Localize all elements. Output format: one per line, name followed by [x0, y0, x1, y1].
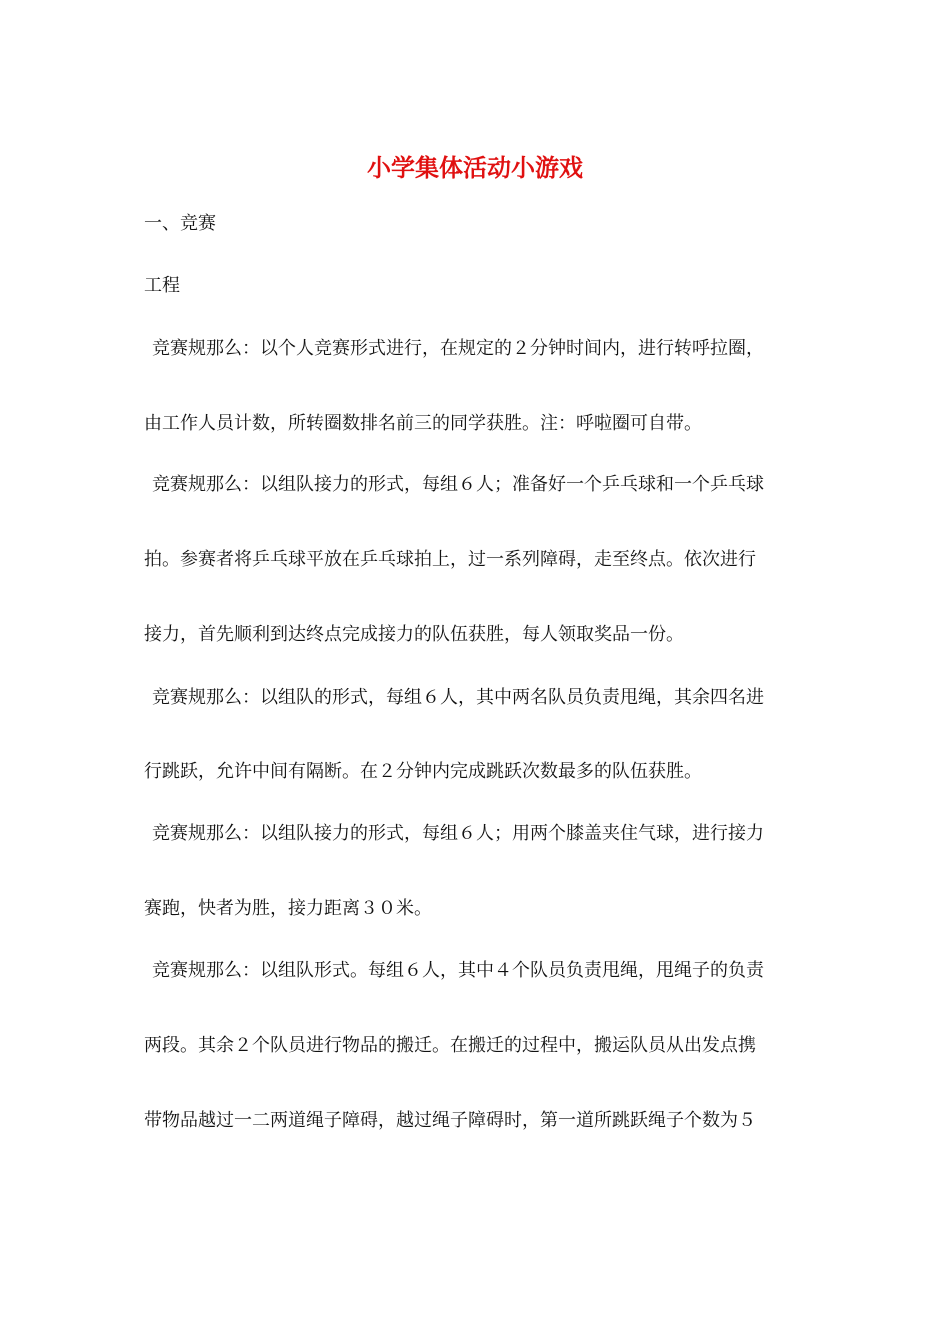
document-title: 小学集体活动小游戏 — [367, 153, 583, 182]
paragraph-line: 竞赛规那么：以组队接力的形式，每组６人；用两个膝盖夹住气球，进行接力 — [152, 823, 764, 844]
paragraph-line: 竞赛规那么：以组队接力的形式，每组６人；准备好一个乒乓球和一个乒乓球 — [152, 474, 764, 495]
subheading: 工程 — [144, 275, 180, 296]
paragraph-line: 赛跑，快者为胜，接力距离３０米。 — [144, 898, 432, 919]
paragraph-line: 竞赛规那么：以个人竞赛形式进行，在规定的２分钟时间内，进行转呼拉圈， — [152, 338, 764, 359]
paragraph-line: 接力，首先顺利到达终点完成接力的队伍获胜，每人领取奖品一份。 — [144, 624, 684, 645]
paragraph-line: 带物品越过一二两道绳子障碍，越过绳子障碍时，第一道所跳跃绳子个数为５ — [144, 1110, 756, 1131]
paragraph-line: 两段。其余２个队员进行物品的搬迁。在搬迁的过程中，搬运队员从出发点携 — [144, 1035, 756, 1056]
section-heading: 一、竞赛 — [144, 213, 216, 234]
paragraph-line: 竞赛规那么：以组队形式。每组６人，其中４个队员负责甩绳，甩绳子的负责 — [152, 960, 764, 981]
paragraph-line: 拍。参赛者将乒乓球平放在乒乓球拍上，过一系列障碍，走至终点。依次进行 — [144, 549, 756, 570]
paragraph-line: 由工作人员计数，所转圈数排名前三的同学获胜。注：呼啦圈可自带。 — [144, 413, 702, 434]
paragraph-line: 行跳跃，允许中间有隔断。在２分钟内完成跳跃次数最多的队伍获胜。 — [144, 761, 702, 782]
paragraph-line: 竞赛规那么：以组队的形式，每组６人，其中两名队员负责甩绳，其余四名进 — [152, 687, 764, 708]
